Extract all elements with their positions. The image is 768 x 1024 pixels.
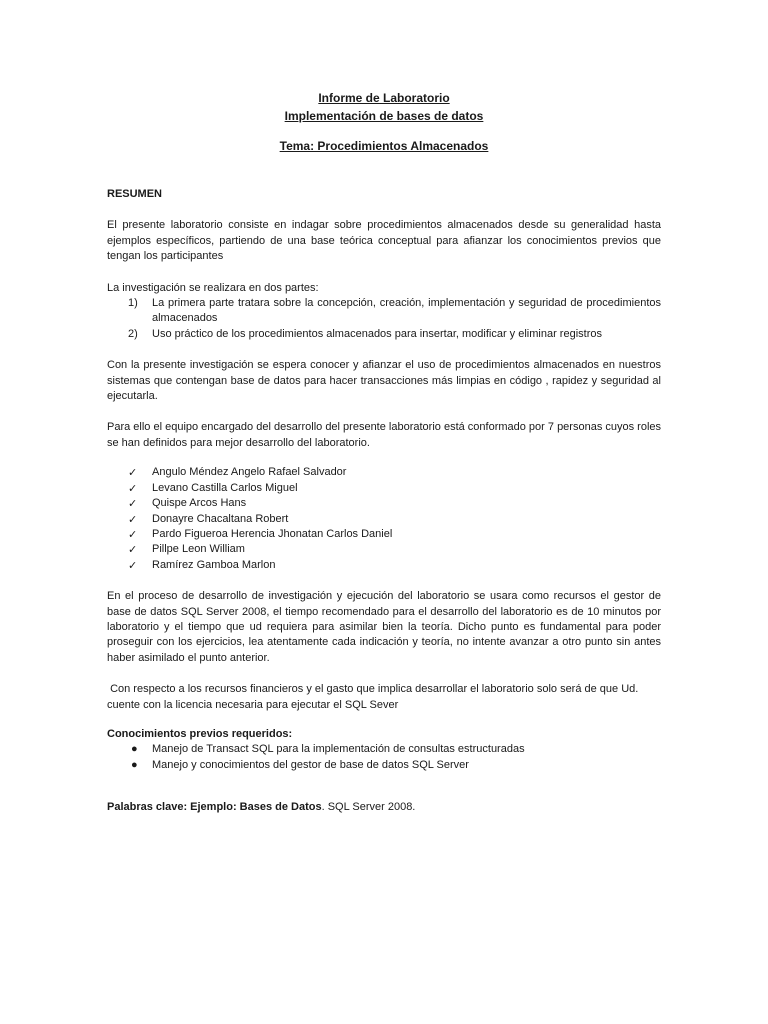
team-member: Angulo Méndez Angelo Rafael Salvador bbox=[152, 466, 347, 479]
list-item bbox=[107, 296, 661, 327]
checkmark-icon: ✓ bbox=[128, 512, 138, 526]
list-item bbox=[107, 327, 661, 342]
prereq-text: Manejo de Transact SQL para la implementación de consultas estructuradas bbox=[152, 743, 525, 756]
report-subtitle: Implementación de bases de datos bbox=[284, 109, 484, 123]
prereq-list bbox=[107, 742, 661, 773]
paragraph-resources: Con respecto a los recursos financieros y el gasto que implica desarrollar el laboratorio solo será de que Ud. cuente con la licencia necesaria para ejecutar el SQL Sever bbox=[107, 683, 642, 711]
list-item bbox=[107, 558, 661, 573]
list-text: Uso práctico de los procedimientos almacenados para insertar, modificar y eliminar registros bbox=[152, 327, 602, 340]
section-heading-resumen: RESUMEN bbox=[107, 188, 163, 200]
parts-list bbox=[107, 296, 661, 342]
team-member: Quispe Arcos Hans bbox=[152, 497, 247, 510]
list-item bbox=[107, 481, 661, 496]
team-member: Pillpe Leon William bbox=[152, 543, 245, 556]
team-member: Donayre Chacaltana Robert bbox=[152, 512, 289, 525]
bullet-icon: ● bbox=[131, 743, 138, 756]
prereq-text: Manejo y conocimientos del gestor de base de datos SQL Server bbox=[152, 758, 469, 771]
list-item bbox=[107, 465, 661, 480]
list-item bbox=[107, 758, 661, 773]
list-number: 2) bbox=[128, 327, 138, 340]
report-title: Informe de Laboratorio bbox=[318, 91, 450, 105]
keywords-value: . SQL Server 2008. bbox=[321, 801, 416, 814]
checkmark-icon: ✓ bbox=[128, 558, 138, 572]
list-item bbox=[107, 542, 661, 557]
document-body bbox=[107, 89, 661, 816]
list-item bbox=[107, 742, 661, 757]
list-number: 1) bbox=[128, 297, 138, 310]
paragraph-intro: El presente laboratorio consiste en indagar sobre procedimientos almacenados desde su generalidad hasta ejemplos específicos, partiendo de una base teórica conceptual para afianzar los conocimientos previos que tengan los participantes bbox=[107, 219, 661, 263]
checkmark-icon: ✓ bbox=[128, 481, 138, 495]
paragraph-team-intro: Para ello el equipo encargado del desarrollo del presente laboratorio está conformado por 7 personas cuyos roles se han definidos para mejor desarrollo del laboratorio. bbox=[107, 421, 662, 449]
checkmark-icon: ✓ bbox=[128, 543, 138, 557]
team-member: Ramírez Gamboa Marlon bbox=[152, 558, 276, 571]
checkmark-icon: ✓ bbox=[128, 527, 138, 541]
list-item bbox=[107, 527, 661, 542]
report-topic: Tema: Procedimientos Almacenados bbox=[279, 139, 489, 153]
team-list bbox=[107, 465, 661, 573]
keywords-label: Palabras clave: Ejemplo: Bases de Datos bbox=[107, 801, 322, 814]
team-member: Pardo Figueroa Herencia Jhonatan Carlos Daniel bbox=[152, 527, 393, 540]
keywords-line bbox=[107, 800, 661, 815]
paragraph-parts-intro: La investigación se realizara en dos partes: bbox=[107, 281, 319, 294]
list-item bbox=[107, 496, 661, 511]
list-text: La primera parte tratara sobre la concepción, creación, implementación y seguridad de procedimientos almacenados bbox=[152, 297, 661, 325]
paragraph-expectation: Con la presente investigación se espera conocer y afianzar el uso de procedimientos almacenados en nuestros sistemas que contengan base de datos para hacer transacciones más limpias en código , rapidez y seguridad al ejecutarla. bbox=[107, 359, 661, 403]
paragraph-process: En el proceso de desarrollo de investigación y ejecución del laboratorio se usara como recursos el gestor de base de datos SQL Server 2008, el tiempo recomendado para el desarrollo del laboratorio es de 10 minutos por laboratorio y el tiempo que ud requiera para asimilar bien la teoría. Dicho punto es fundamental para poder proseguir con los ejercicios, lea atentamente cada indicación y teoría, no intente avanzar a otro punto sin antes haber asimilado el punto anterior. bbox=[107, 590, 661, 664]
list-item bbox=[107, 512, 661, 527]
prereq-heading: Conocimientos previos requeridos: bbox=[107, 727, 293, 740]
checkmark-icon: ✓ bbox=[128, 466, 138, 480]
checkmark-icon: ✓ bbox=[128, 497, 138, 511]
bullet-icon: ● bbox=[131, 758, 138, 771]
team-member: Levano Castilla Carlos Miguel bbox=[152, 481, 298, 494]
